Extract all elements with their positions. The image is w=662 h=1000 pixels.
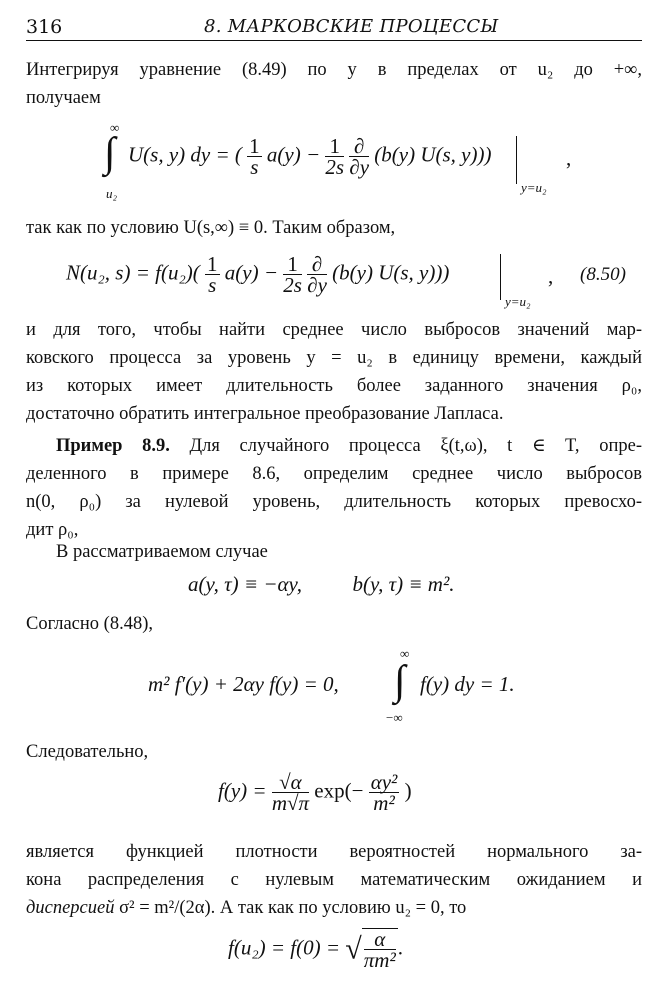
eq3-right: b(y, τ) ≡ m².	[352, 572, 455, 596]
page-header	[26, 14, 642, 41]
text-line: В рассматриваемом случае	[56, 542, 268, 562]
fraction: $\frac{√\alpha}{m√\pi}$	[271, 770, 310, 815]
eq5-exp: exp(−	[314, 778, 364, 803]
equation-5	[218, 772, 412, 813]
integral-upper-limit: ∞	[400, 646, 410, 661]
text-line: дит ρ₀,	[26, 520, 79, 540]
eq1-tail: (b(y) U(s, y)))	[374, 142, 492, 167]
fraction: $\frac{1}{2s}$	[283, 252, 302, 297]
paragraph-7	[26, 738, 642, 766]
italic-term: дисперсией	[26, 898, 115, 918]
evaluation-bar	[516, 136, 517, 184]
evaluation-subscript: y=u₂	[521, 180, 547, 195]
paragraph-example	[26, 432, 642, 544]
paragraph-6	[26, 610, 642, 638]
eq3-left: a(y, τ) ≡ −αy,	[188, 572, 302, 596]
fraction: $\frac{\alpha}{\text{πm²}}$	[363, 927, 396, 972]
text-line: деленного в примере 8.6, определим среднее число выбросов	[26, 464, 642, 484]
paragraph-8	[26, 838, 642, 922]
text-line: n(0, ρ₀) за нулевой уровень, длительность которых превосхо-	[26, 492, 642, 512]
paragraph-1	[26, 56, 642, 112]
eq4-left: m² f′(y) + 2αy f(y) = 0,	[148, 672, 339, 696]
integral-lower-limit: u₂	[106, 186, 118, 201]
eq6-lhs: f(u₂) = f(0) =	[228, 935, 341, 960]
fraction: $\frac{1}{s}$	[207, 252, 218, 297]
eq1-mid: a(y) −	[266, 142, 321, 167]
eq1-body: U(s, y) dy = (	[128, 142, 242, 167]
equation-3	[188, 572, 455, 597]
evaluation-bar	[500, 254, 501, 300]
text-line: является функцией плотности вероятностей нормального за-	[26, 842, 642, 862]
integral-sign: ∫	[394, 658, 406, 704]
equation-2	[66, 254, 642, 310]
text-line: ковского процесса за уровень y = u₂ в единицу времени, каждый	[26, 348, 642, 368]
text-line: Пример 8.9. Для случайного процесса ξ(t,ω), t ∈ T, опре-	[56, 436, 642, 456]
example-label: Пример 8.9.	[56, 436, 170, 456]
eq5-close: )	[404, 778, 412, 803]
eq4-right: f(y) dy = 1.	[420, 672, 515, 696]
eq2-mid: a(y) −	[224, 260, 278, 285]
paragraph-5	[26, 538, 642, 566]
fraction: $\frac{\text{αy²}}{\text{m²}}$	[370, 770, 398, 815]
paragraph-2	[26, 214, 642, 242]
equation-1	[104, 120, 584, 204]
text-line: Следовательно,	[26, 742, 149, 762]
integral-upper-limit: ∞	[110, 120, 120, 135]
fraction: $\frac{1}{2s}$	[325, 134, 345, 179]
eq5-lhs: f(y) =	[218, 778, 267, 803]
text-line: кона распределения с нулевым математическим ожиданием и	[26, 870, 642, 890]
integral-sign: ∫	[104, 130, 116, 176]
integral-lower-limit: −∞	[386, 710, 403, 725]
text-line: так как по условию U(s,∞) ≡ 0. Таким образом,	[26, 218, 396, 238]
fraction: $\frac{\partial}{\partial y}$	[307, 252, 327, 297]
text-line: Согласно (8.48),	[26, 614, 153, 634]
evaluation-subscript: y=u₂	[505, 294, 531, 309]
equation-6	[228, 928, 403, 970]
sqrt-sign: √	[345, 932, 362, 966]
eq2-lhs: N(u₂, s) = f(u₂)(	[66, 260, 200, 285]
eq2-tail: (b(y) U(s, y)))	[332, 260, 450, 285]
equation-4	[148, 646, 548, 726]
text-line: из которых имеет длительность более заданного значения ρ₀,	[26, 376, 642, 396]
eq1-punct: ,	[566, 146, 572, 170]
running-head: 8. МАРКОВСКИЕ ПРОЦЕССЫ	[204, 16, 499, 37]
eq2-punct: ,	[548, 264, 554, 288]
page-number: 316	[26, 16, 63, 38]
fraction: $\frac{\partial}{\partial y}$	[349, 134, 370, 179]
paragraph-3	[26, 316, 642, 428]
text-line: получаем	[26, 88, 101, 108]
text-line: и для того, чтобы найти среднее число выбросов значений мар-	[26, 320, 642, 340]
fraction: $\frac{1}{s}$	[249, 134, 260, 179]
text-line: достаточно обратить интегральное преобразование Лапласа.	[26, 404, 504, 424]
equation-number: (8.50)	[580, 264, 626, 285]
eq6-punct: .	[397, 935, 403, 960]
text-line: Интегрируя уравнение (8.49) по y в пределах от u₂ до +∞,	[26, 60, 642, 80]
text-line: дисперсией σ² = m²/(2α). А так как по условию u₂ = 0, то	[26, 898, 467, 918]
